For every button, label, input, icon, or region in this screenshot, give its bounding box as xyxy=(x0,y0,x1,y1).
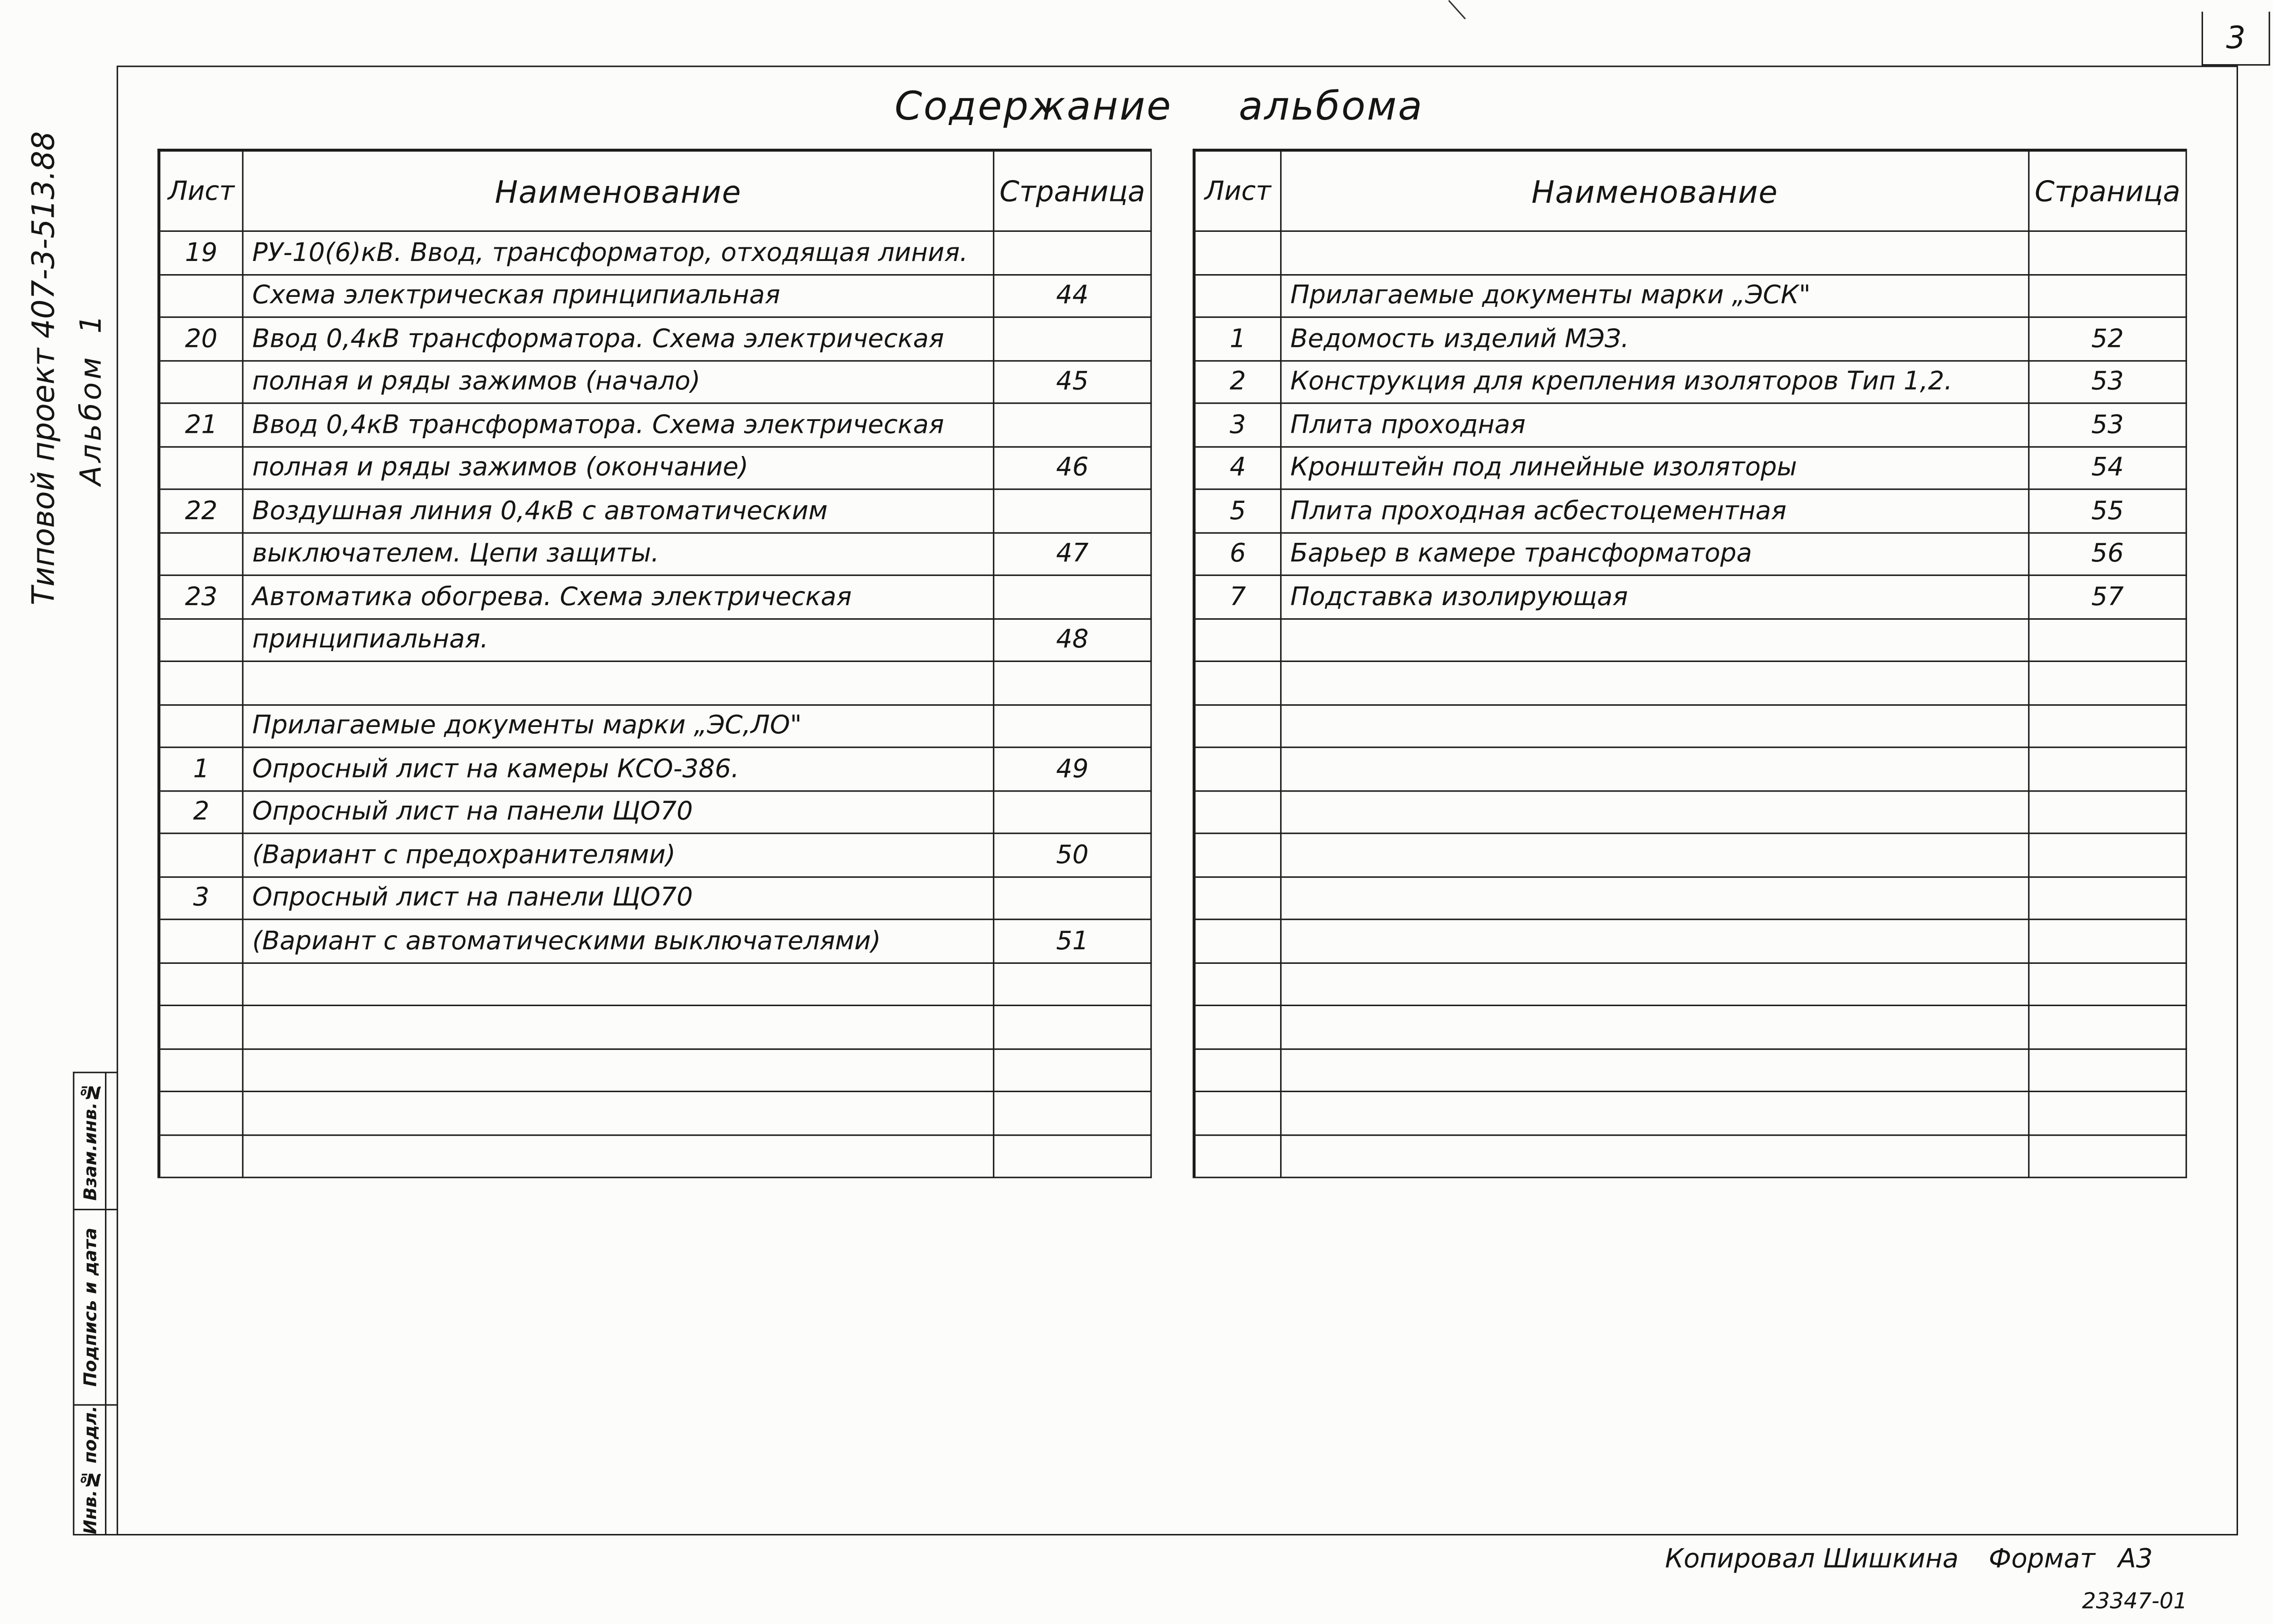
item-name-cell xyxy=(244,662,995,705)
page-number-cell xyxy=(994,318,1152,361)
page-number-cell xyxy=(2029,791,2187,834)
page-number-cell xyxy=(2029,662,2187,705)
page-number-cell xyxy=(2029,1135,2187,1178)
item-name-cell: Автоматика обогрева. Схема электрическая xyxy=(244,576,995,619)
item-name-cell: Воздушная линия 0,4кВ с автоматическим xyxy=(244,490,995,533)
sheet-number-cell xyxy=(160,1006,244,1049)
item-name-cell xyxy=(244,1092,995,1135)
sheet-number-cell xyxy=(160,361,244,404)
stamp-label-cell xyxy=(75,1210,107,1404)
item-name-cell: Ведомость изделий МЭЗ. xyxy=(1282,318,2029,361)
item-name-cell: РУ-10(6)кВ. Ввод, трансформатор, отходящая линия. xyxy=(244,232,995,275)
item-name-cell: Подставка изолирующая xyxy=(1282,576,2029,619)
item-name-cell xyxy=(1282,1092,2029,1135)
page-number-cell xyxy=(2029,275,2187,318)
sheet-number-cell: 4 xyxy=(1196,447,1282,490)
stamp-label-cell xyxy=(75,1405,107,1534)
stamp-block xyxy=(73,1072,116,1535)
sheet-number-cell: 7 xyxy=(1196,576,1282,619)
item-name-cell: Плита проходная xyxy=(1282,404,2029,447)
sheet-number-cell xyxy=(1196,275,1282,318)
page-number-cell xyxy=(994,1135,1152,1178)
sheet-number-cell xyxy=(160,447,244,490)
item-name-cell xyxy=(1282,748,2029,791)
page-number-cell xyxy=(994,877,1152,920)
page-number-cell xyxy=(2029,1006,2187,1049)
page-number-cell xyxy=(994,963,1152,1006)
page-number-cell xyxy=(994,791,1152,834)
sheet-number-cell xyxy=(160,1092,244,1135)
page-number-cell xyxy=(2029,232,2187,275)
item-name-cell: принципиальная. xyxy=(244,619,995,662)
sheet-number-cell: 6 xyxy=(1196,533,1282,576)
item-name-cell xyxy=(1282,619,2029,662)
item-name-cell xyxy=(1282,877,2029,920)
page-number-cell xyxy=(2029,963,2187,1006)
sheet-number-cell xyxy=(160,619,244,662)
item-name-cell xyxy=(244,1006,995,1049)
sheet-number-cell xyxy=(1196,748,1282,791)
item-name-cell: выключателем. Цепи защиты. xyxy=(244,533,995,576)
item-name-cell xyxy=(1282,705,2029,748)
page-number-cell xyxy=(994,404,1152,447)
page-number-cell xyxy=(994,1092,1152,1135)
page-number-cell xyxy=(994,1049,1152,1093)
sheet-number-cell: 1 xyxy=(160,748,244,791)
page-number-cell xyxy=(994,232,1152,275)
item-name-cell: Опросный лист на панели ЩО70 xyxy=(244,791,995,834)
item-name-cell xyxy=(1282,963,2029,1006)
page-number-cell: 57 xyxy=(2029,576,2187,619)
sheet-number-cell: 22 xyxy=(160,490,244,533)
sheet-number-cell: 1 xyxy=(1196,318,1282,361)
page-number-cell: 48 xyxy=(994,619,1152,662)
page-number-cell xyxy=(2029,705,2187,748)
stamp-value xyxy=(106,1210,116,1404)
stamp-label-cell xyxy=(75,1073,107,1209)
page-number-cell xyxy=(994,1006,1152,1049)
item-name-cell: Конструкция для крепления изоляторов Тип 1,2. xyxy=(1282,361,2029,404)
sheet-number-cell xyxy=(160,662,244,705)
sheet-number-cell: 21 xyxy=(160,404,244,447)
table-header-name: Наименование xyxy=(1282,152,2029,232)
page-number-cell: 53 xyxy=(2029,404,2187,447)
sheet-number-cell: 23 xyxy=(160,576,244,619)
footer-copied-by: Копировал Шишкина xyxy=(1665,1544,1959,1575)
sheet-number-cell xyxy=(160,920,244,963)
item-name-cell xyxy=(244,963,995,1006)
sheet-number-cell xyxy=(1196,877,1282,920)
sheet-number-cell xyxy=(1196,619,1282,662)
page-number-cell xyxy=(994,490,1152,533)
sheet-number-cell xyxy=(160,705,244,748)
item-name-cell: Барьер в камере трансформатора xyxy=(1282,533,2029,576)
sheet-number-cell: 3 xyxy=(160,877,244,920)
page-number-cell: 55 xyxy=(2029,490,2187,533)
stamp-value xyxy=(106,1073,116,1209)
page-number: 3 xyxy=(2226,20,2246,55)
sheet-number-cell xyxy=(1196,1092,1282,1135)
item-name-cell xyxy=(1282,834,2029,877)
page-number-cell: 54 xyxy=(2029,447,2187,490)
sheet-number-cell: 2 xyxy=(160,791,244,834)
page-number-cell: 51 xyxy=(994,920,1152,963)
sheet-number-cell xyxy=(160,834,244,877)
item-name-cell: Ввод 0,4кВ трансформатора. Схема электрическая xyxy=(244,318,995,361)
sheet-number-cell xyxy=(160,963,244,1006)
contents-table-left xyxy=(157,149,1152,1178)
stamp-row xyxy=(75,1210,117,1405)
page-number-cell: 49 xyxy=(994,748,1152,791)
sheet-number-cell xyxy=(1196,1135,1282,1178)
item-name-cell: Плита проходная асбестоцементная xyxy=(1282,490,2029,533)
item-name-cell: Схема электрическая принципиальная xyxy=(244,275,995,318)
item-name-cell: Кронштейн под линейные изоляторы xyxy=(1282,447,2029,490)
pen-mark xyxy=(1448,0,1466,20)
page-title: Содержание альбома xyxy=(894,85,1424,130)
item-name-cell xyxy=(244,1135,995,1178)
table-header-page: Страница xyxy=(2029,152,2187,232)
table-header-name: Наименование xyxy=(244,152,995,232)
item-name-cell: Опросный лист на камеры КСО-386. xyxy=(244,748,995,791)
page-number-cell xyxy=(994,705,1152,748)
page-number-cell: 45 xyxy=(994,361,1152,404)
item-name-cell xyxy=(1282,1049,2029,1093)
sheet-number-cell: 5 xyxy=(1196,490,1282,533)
footer-drawing-code: 23347-01 xyxy=(2082,1588,2188,1614)
sheet-number-cell xyxy=(1196,791,1282,834)
sheet-number-cell xyxy=(1196,1049,1282,1093)
page-number-cell: 50 xyxy=(994,834,1152,877)
table-header-sheet: Лист xyxy=(160,152,244,232)
item-name-cell xyxy=(1282,1135,2029,1178)
page-number-cell xyxy=(994,576,1152,619)
sheet-number-cell xyxy=(160,275,244,318)
side-title-album: Альбом 1 xyxy=(73,312,108,486)
item-name-cell xyxy=(1282,232,2029,275)
item-name-cell: полная и ряды зажимов (начало) xyxy=(244,361,995,404)
table-header-sheet: Лист xyxy=(1196,152,1282,232)
stamp-value xyxy=(106,1405,116,1534)
sheet-number-cell: 3 xyxy=(1196,404,1282,447)
page-number-cell xyxy=(2029,1092,2187,1135)
stamp-label-signature-date: Подпись и дата xyxy=(79,1228,100,1387)
item-name-cell: Опросный лист на панели ЩО70 xyxy=(244,877,995,920)
contents-table-right xyxy=(1192,149,2187,1178)
page-number-cell xyxy=(2029,619,2187,662)
page-number-cell xyxy=(994,662,1152,705)
page-number-cell: 52 xyxy=(2029,318,2187,361)
sheet-number-cell xyxy=(1196,963,1282,1006)
page-number-cell xyxy=(2029,748,2187,791)
sheet-number-cell xyxy=(160,1049,244,1093)
stamp-row xyxy=(75,1405,117,1535)
sheet-number-cell xyxy=(1196,1006,1282,1049)
page-number-cell: 53 xyxy=(2029,361,2187,404)
page-number-cell xyxy=(2029,1049,2187,1093)
item-name-cell xyxy=(1282,791,2029,834)
stamp-label-inv-original: Инв.№ подл. xyxy=(79,1405,100,1534)
item-name-cell: полная и ряды зажимов (окончание) xyxy=(244,447,995,490)
item-name-cell xyxy=(1282,1006,2029,1049)
page-number-cell xyxy=(2029,877,2187,920)
page-number-box xyxy=(2202,12,2270,66)
item-name-cell xyxy=(1282,662,2029,705)
sheet-number-cell xyxy=(160,1135,244,1178)
item-name-cell: Прилагаемые документы марки „ЭСК" xyxy=(1282,275,2029,318)
page-number-cell: 47 xyxy=(994,533,1152,576)
item-name-cell: Прилагаемые документы марки „ЭС,ЛО" xyxy=(244,705,995,748)
item-name-cell: Ввод 0,4кВ трансформатора. Схема электрическая xyxy=(244,404,995,447)
sheet-number-cell xyxy=(1196,662,1282,705)
item-name-cell xyxy=(244,1049,995,1093)
item-name-cell: (Вариант с предохранителями) xyxy=(244,834,995,877)
item-name-cell xyxy=(1282,920,2029,963)
sheet-number-cell xyxy=(1196,705,1282,748)
sheet-number-cell: 20 xyxy=(160,318,244,361)
sheet-number-cell xyxy=(1196,920,1282,963)
sheet-number-cell xyxy=(1196,232,1282,275)
stamp-row xyxy=(75,1073,117,1210)
sheet-number-cell xyxy=(1196,834,1282,877)
sheet-number-cell xyxy=(160,533,244,576)
sheet-number-cell: 19 xyxy=(160,232,244,275)
stamp-label-replaced-inv: Взам.инв.№ xyxy=(79,1082,100,1201)
sheet-number-cell: 2 xyxy=(1196,361,1282,404)
item-name-cell: (Вариант с автоматическими выключателями) xyxy=(244,920,995,963)
footer-format: Формат А3 xyxy=(1988,1544,2153,1575)
page-number-cell xyxy=(2029,834,2187,877)
page-number-cell: 44 xyxy=(994,275,1152,318)
side-title-project: Типовой проект 407-3-513.88 xyxy=(26,131,61,606)
table-header-page: Страница xyxy=(994,152,1152,232)
page-number-cell xyxy=(2029,920,2187,963)
page-number-cell: 56 xyxy=(2029,533,2187,576)
page-number-cell: 46 xyxy=(994,447,1152,490)
